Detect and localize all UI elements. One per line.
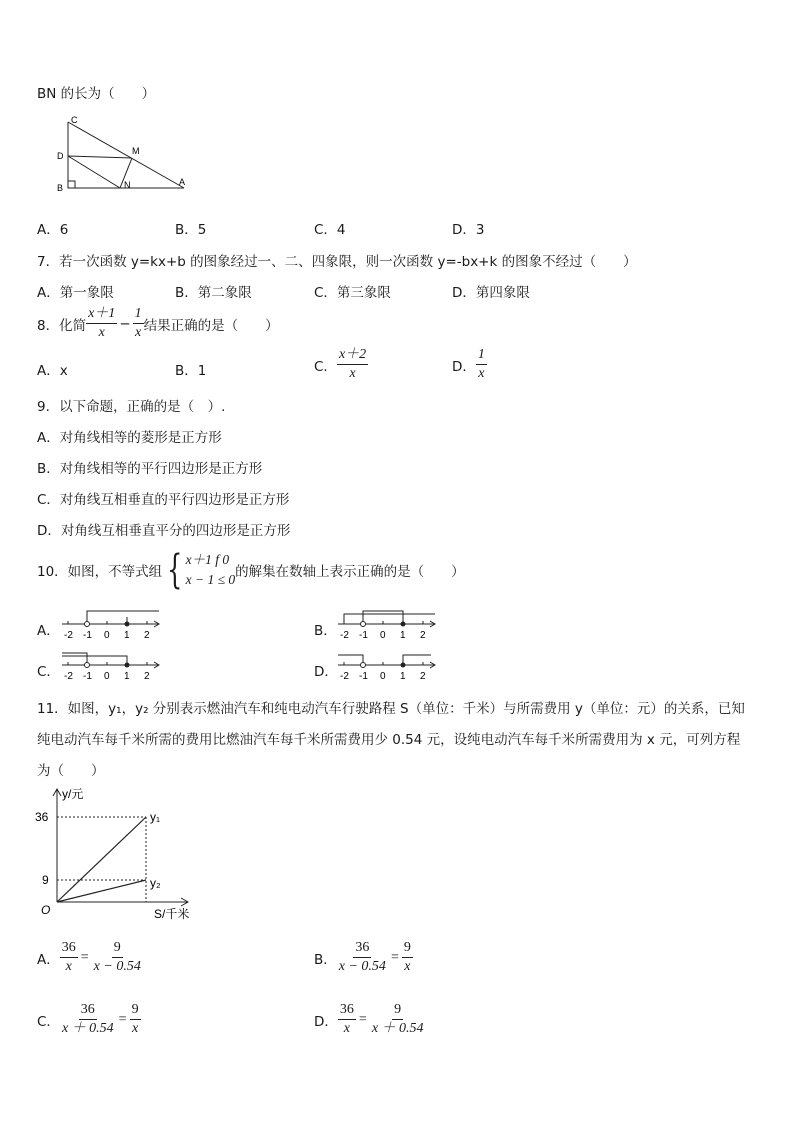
- q10-suffix: 的解集在数轴上表示正确的是（ ）: [235, 564, 465, 581]
- q11-option-b-label: B．: [314, 951, 337, 968]
- frac-den: x ＋ 0.54: [371, 1021, 424, 1037]
- label-N: N: [124, 180, 131, 190]
- tick-label: -2: [340, 671, 349, 682]
- q8-option-d-num: 1: [476, 347, 487, 365]
- graph-y1-label: y₁: [150, 810, 161, 824]
- q8-option-d-fraction: [476, 347, 487, 382]
- q11-stem-line3: 为（ ）: [37, 763, 105, 779]
- q11-option-c[interactable]: [37, 1002, 141, 1037]
- tick-label: -1: [359, 671, 368, 682]
- q10-option-c-label[interactable]: C．: [37, 664, 60, 680]
- frac-num: 36: [338, 1002, 356, 1020]
- q11-option-c-label: C．: [37, 1013, 60, 1030]
- q9-option-a[interactable]: A．对角线相等的菱形是正方形: [37, 430, 222, 446]
- q8-option-d-label: D．: [452, 358, 476, 375]
- graph-y-tick: 36: [35, 810, 49, 824]
- q8-minus: −: [119, 315, 131, 332]
- frac-den: x: [131, 1021, 139, 1037]
- q10-option-a-label[interactable]: A．: [37, 623, 60, 639]
- q10-inequality-system: [162, 547, 236, 594]
- q7-option-b[interactable]: B．第二象限: [175, 285, 252, 301]
- q8-stem: [37, 306, 279, 341]
- tick-label: 2: [144, 630, 150, 641]
- q10-inequality-2: x − 1 ≤ 0: [185, 572, 236, 588]
- q6-option-c[interactable]: C．4: [314, 222, 346, 238]
- q8-option-c-fraction: [337, 347, 368, 382]
- q8-frac2-den: x: [135, 325, 142, 341]
- tick-label: 0: [104, 630, 110, 641]
- tick-label: -1: [83, 630, 92, 641]
- label-M: M: [132, 146, 140, 156]
- tick-label: 2: [420, 671, 426, 682]
- frac-num: 36: [353, 940, 371, 958]
- frac-den: x − 0.54: [338, 959, 386, 975]
- q11-option-d[interactable]: [314, 1002, 426, 1037]
- q11-stem-line1: 11．如图，y₁，y₂ 分别表示燃油汽车和纯电动汽车行驶路程 S（单位：千米）与所需费用 y（单位：元）的关系，已知: [37, 701, 745, 717]
- frac-den: x: [65, 959, 72, 975]
- frac-den: x: [404, 959, 411, 975]
- q10-prefix: 10．如图，不等式组: [37, 564, 163, 581]
- graph-y-tick: 9: [42, 873, 49, 887]
- frac-den: x: [343, 1021, 351, 1037]
- label-B: B: [57, 183, 64, 193]
- tick-label: 1: [124, 630, 130, 641]
- q9-option-b[interactable]: B．对角线相等的平行四边形是正方形: [37, 461, 263, 477]
- q11-option-b[interactable]: [314, 940, 413, 975]
- tick-label: 1: [124, 671, 130, 682]
- q8-option-c[interactable]: [314, 347, 368, 382]
- q9-stem: 9．以下命题，正确的是（ ）.: [37, 399, 226, 415]
- q9-option-d[interactable]: D．对角线互相垂直平分的四边形是正方形: [37, 523, 291, 539]
- q6-triangle-figure: [50, 112, 195, 194]
- q10-option-d-label[interactable]: D．: [314, 664, 338, 680]
- left-brace-icon: {: [167, 547, 183, 594]
- q10-inequality-1: x＋1 f 0: [185, 552, 230, 567]
- q8-frac1-den: x: [98, 325, 105, 341]
- tick-label: 0: [380, 630, 386, 641]
- q7-option-a[interactable]: A．第一象限: [37, 285, 114, 301]
- q11-stem-line2: 纯电动汽车每千米所需的费用比燃油汽车每千米所需费用少 0.54 元，设纯电动汽车每千米所需费用为 x 元，可列方程: [37, 732, 741, 748]
- tick-label: 2: [144, 671, 150, 682]
- y1-line: [57, 817, 146, 902]
- q8-frac2-num: 1: [133, 306, 144, 324]
- equals-sign: =: [80, 949, 89, 965]
- q6-option-d[interactable]: D．3: [452, 222, 485, 238]
- frac-den: x − 0.54: [93, 959, 141, 975]
- tick-label: 0: [104, 671, 110, 682]
- q8-option-c-label: C．: [314, 358, 337, 375]
- q9-option-c[interactable]: C．对角线互相垂直的平行四边形是正方形: [37, 492, 290, 508]
- q6-option-a[interactable]: A．6: [37, 222, 69, 238]
- equals-sign: =: [118, 1011, 127, 1027]
- q8-option-a[interactable]: A．x: [37, 363, 68, 379]
- tick-label: 1: [400, 630, 406, 641]
- q11-option-d-label: D．: [314, 1013, 338, 1030]
- equals-sign: =: [358, 1011, 367, 1027]
- q8-fraction-1: [86, 306, 117, 341]
- q10-stem: [37, 547, 465, 594]
- graph-x-axis-label: S/千米: [154, 907, 190, 921]
- tick-label: 0: [380, 671, 386, 682]
- tick-label: -2: [340, 630, 349, 641]
- q6-stem: BN 的长为（ ）: [37, 86, 156, 102]
- graph-y2-label: y₂: [150, 876, 161, 890]
- frac-num: 9: [112, 940, 123, 958]
- equals-sign: =: [390, 949, 399, 965]
- q10-option-c-numberline[interactable]: [60, 649, 164, 683]
- q8-option-b[interactable]: B．1: [175, 363, 207, 379]
- frac-num: 9: [130, 1002, 141, 1020]
- frac-den: x ＋ 0.54: [61, 1021, 114, 1037]
- q8-frac1-num: x＋1: [86, 306, 117, 324]
- tick-label: 2: [420, 630, 426, 641]
- q8-option-d-den: x: [478, 366, 485, 382]
- frac-num: 9: [392, 1002, 403, 1020]
- q7-option-c[interactable]: C．第三象限: [314, 285, 391, 301]
- q10-option-b-numberline[interactable]: [336, 608, 440, 642]
- q10-option-d-numberline[interactable]: [336, 649, 440, 683]
- q6-option-b[interactable]: B．5: [175, 222, 207, 238]
- q10-option-a-numberline[interactable]: [60, 608, 164, 642]
- tick-label: -1: [83, 671, 92, 682]
- graph-origin-label: O: [41, 903, 51, 917]
- q8-prefix: 8．化简: [37, 317, 87, 334]
- label-D: D: [57, 151, 64, 161]
- q8-option-d[interactable]: [452, 347, 487, 382]
- q10-option-b-label[interactable]: B．: [314, 623, 337, 639]
- q8-option-c-num: x＋2: [337, 347, 368, 365]
- label-C: C: [71, 115, 78, 125]
- q11-option-a[interactable]: [37, 940, 143, 975]
- frac-num: 36: [79, 1002, 97, 1020]
- q11-option-a-label: A．: [37, 951, 60, 968]
- graph-y-axis-label: y/元: [62, 787, 84, 801]
- q11-cost-graph: [30, 784, 205, 924]
- frac-num: 36: [60, 940, 78, 958]
- q8-fraction-2: [133, 306, 144, 341]
- y2-line: [57, 880, 146, 902]
- q7-stem: 7．若一次函数 y=kx+b 的图象经过一、二、四象限，则一次函数 y=-bx+k 的图象不经过（ ）: [37, 254, 637, 270]
- frac-num: 9: [402, 940, 413, 958]
- q8-suffix: 结果正确的是（ ）: [143, 317, 279, 334]
- tick-label: -2: [64, 630, 73, 641]
- tick-label: 1: [400, 671, 406, 682]
- q8-option-c-den: x: [349, 366, 356, 382]
- label-A: A: [179, 177, 186, 187]
- q7-option-d[interactable]: D．第四象限: [452, 285, 530, 301]
- tick-label: -1: [359, 630, 368, 641]
- tick-label: -2: [64, 671, 73, 682]
